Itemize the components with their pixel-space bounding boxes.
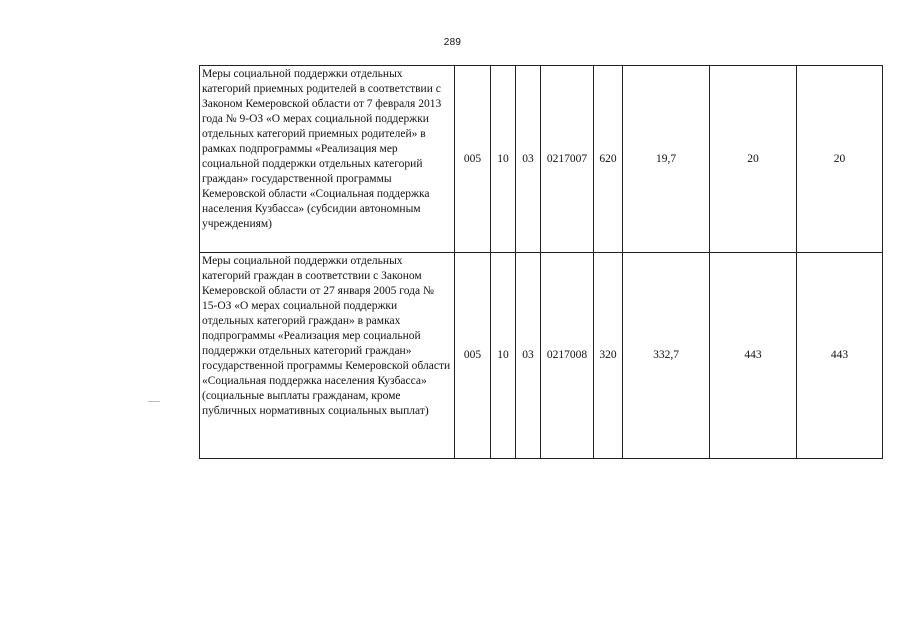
ministry-code: 005 [455,66,491,253]
amount-cell-1: 19,7 [623,66,710,253]
amount-cell-3: 443 [797,253,883,459]
margin-mark [148,401,160,402]
row-description: Меры социальной поддержки отдельных категорий приемных родителей в соответствии с Законом Кемеровской области от 7 февраля 2013 года № 9-ОЗ «О мерах социальной поддержки отдельных категорий приемных родителей» в рамках подпрограммы «Реализация мер социальной поддержки отдельных категорий граждан» государственной программы Кемеровской области «Социальная поддержка населения Кузбасса» (субсидии автономным учреждениям) [200,66,455,253]
table-row [200,253,883,459]
target-article-code: 0217008 [541,253,594,459]
amount-cell-2: 443 [710,253,797,459]
budget-table [199,65,883,459]
amount-cell-3: 20 [797,66,883,253]
section-code: 10 [491,253,516,459]
expense-type-code: 320 [594,253,623,459]
page-number: 289 [443,37,462,48]
table-row [200,66,883,253]
amount-cell-1: 332,7 [623,253,710,459]
amount-cell-2: 20 [710,66,797,253]
ministry-code: 005 [455,253,491,459]
row-description: Меры социальной поддержки отдельных категорий граждан в соответствии с Законом Кемеровской области от 27 января 2005 года № 15-ОЗ «О мерах социальной поддержки отдельных категорий граждан» в рамках подпрограммы «Реализация мер социальной поддержки отдельных категорий граждан» государственной программы Кемеровской области «Социальная поддержка населения Кузбасса» (социальные выплаты гражданам, кроме публичных нормативных социальных выплат) [200,253,455,459]
expense-type-code: 620 [594,66,623,253]
subsection-code: 03 [516,253,541,459]
subsection-code: 03 [516,66,541,253]
section-code: 10 [491,66,516,253]
target-article-code: 0217007 [541,66,594,253]
